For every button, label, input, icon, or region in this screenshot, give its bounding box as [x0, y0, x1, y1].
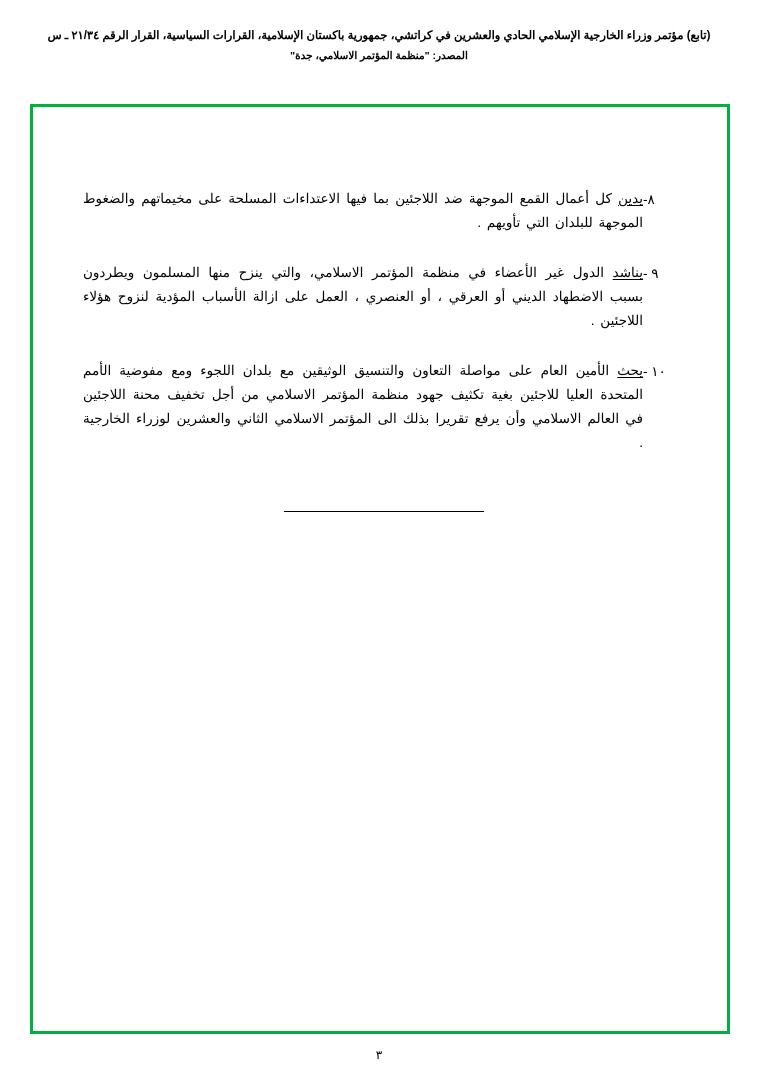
clause-lead-verb: يدين	[618, 191, 643, 206]
section-divider	[284, 511, 484, 512]
header-source-line: المصدر: "منظمة المؤتمر الاسلامي، جدة"	[290, 50, 468, 62]
list-item	[83, 187, 685, 235]
clause-number: ٩ -	[643, 266, 659, 281]
clause-lead-verb: يناشد	[612, 265, 643, 280]
clause-body-text: كل أعمال القمع الموجهة ضد اللاجئين بما فيها الاعتداءات المسلحة على مخيماتهم والضغوط الموجهة للبلدان التي تأويهم .	[83, 191, 643, 230]
clause-body-text: الأمين العام على مواصلة التعاون والتنسيق الوثيقين مع بلدان اللجوء ومع مفوضية الأمم المتحدة العليا للاجئين بغية تكثيف جهود منظمة المؤتمر الاسلامي من أجل تخفيف محنة اللاجئين في العالم الاسلامي وأن يرفع تقريرا بذلك الى المؤتمر الاسلامي الثاني والعشرين لوزراء الخارجية .	[83, 363, 643, 450]
clause-body-text: الدول غير الأعضاء في منظمة المؤتمر الاسلامي، والتي ينزح منها المسلمون ويطردون بسبب الاضطهاد الديني أو العرقي ، أو العنصري ، العمل على ازالة الأسباب المؤدية لنزوح هؤلاء اللاجئين .	[83, 265, 643, 328]
document-body	[83, 187, 685, 512]
green-border-frame	[30, 104, 730, 1034]
list-item	[83, 359, 685, 455]
section-divider-wrapper	[83, 485, 685, 512]
clause-number: ١٠ -	[643, 364, 666, 379]
page-header	[0, 28, 758, 64]
clause-number: ٨-	[643, 192, 655, 207]
clause-lead-verb: يحث	[617, 363, 643, 378]
clause-text	[83, 359, 643, 455]
page-number: ٣	[375, 1048, 383, 1062]
header-title-line: (تابع) مؤتمر وزراء الخارجية الإسلامي الحادي والعشرين في كراتشي، جمهورية باكستان الإسلامية، القرارات السياسية، القرار الرقم ٢١/٣٤ ـ س	[47, 30, 711, 42]
clause-text	[83, 187, 643, 235]
list-item	[83, 261, 685, 333]
clause-text	[83, 261, 643, 333]
page-footer	[0, 1048, 758, 1062]
